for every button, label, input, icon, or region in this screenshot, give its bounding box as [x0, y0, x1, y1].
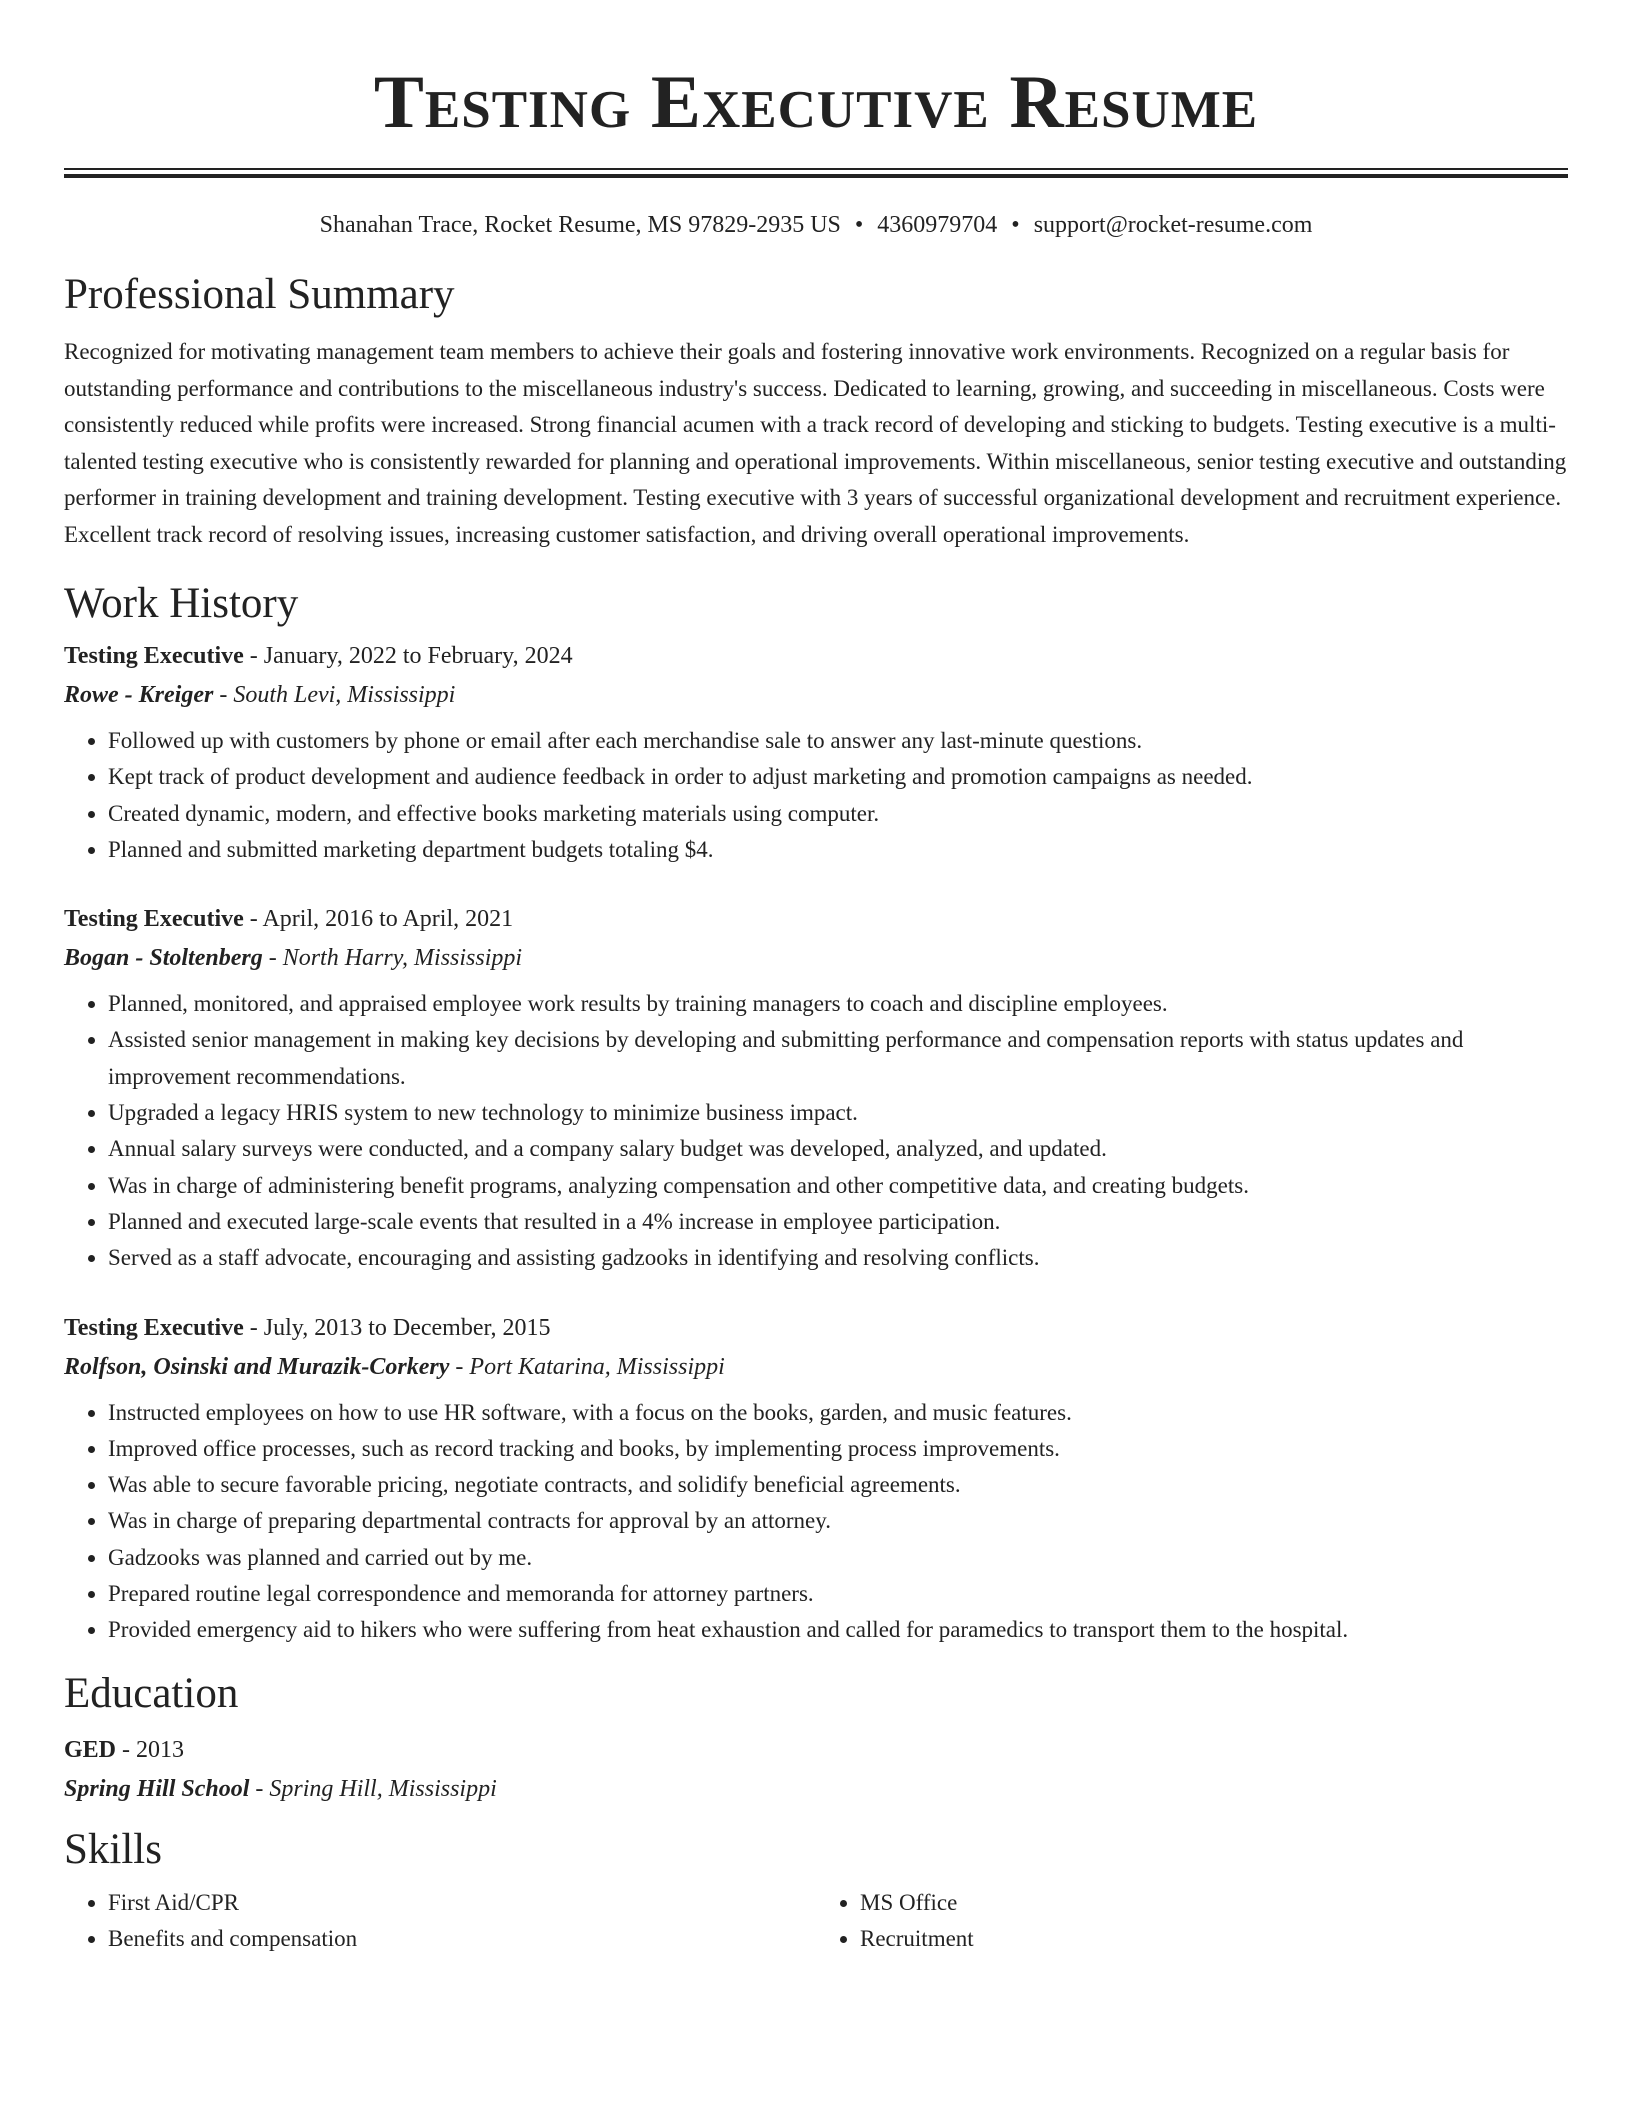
work-history-heading: Work History — [64, 580, 299, 627]
list-item: • Planned and submitted marketing department budgets totaling $4. — [108, 832, 1568, 868]
degree-name: GED — [64, 1736, 117, 1763]
list-item: • Improved office processes, such as record tracking and books, by implementing process improvements. — [108, 1431, 1568, 1467]
contact-separator: • — [1011, 212, 1020, 238]
job-entry — [64, 637, 1568, 868]
skill-item: • First Aid/CPR — [108, 1885, 816, 1921]
list-item: • Followed up with customers by phone or email after each merchandise sale to answer any last-minute questions. — [108, 723, 1568, 759]
list-item: • Upgraded a legacy HRIS system to new technology to minimize business impact. — [108, 1095, 1568, 1131]
employer-location: - South Levi, Mississippi — [213, 682, 456, 708]
employer-line — [64, 938, 1568, 978]
job-title: Testing Executive — [64, 643, 244, 669]
employer-name: Bogan - Stoltenberg — [64, 945, 263, 972]
education-heading: Education — [64, 1669, 239, 1717]
school-name: Spring Hill School — [64, 1775, 250, 1802]
job-bullets — [64, 723, 1568, 868]
job-title: Testing Executive — [64, 1314, 244, 1341]
employer-name: Rowe - Kreiger — [64, 682, 214, 708]
title-divider — [64, 168, 1568, 178]
list-item: • Was able to secure favorable pricing, negotiate contracts, and solidify beneficial agreements. — [108, 1467, 1568, 1503]
contact-phone: 4360979704 — [877, 212, 998, 238]
job-bullets — [64, 1395, 1568, 1649]
job-entry — [64, 900, 1568, 1276]
summary-heading: Professional Summary — [64, 271, 455, 318]
school-line — [64, 1769, 1568, 1809]
school-location: - Spring Hill, Mississippi — [249, 1775, 497, 1802]
list-item: • Planned and executed large-scale events that resulted in a 4% increase in employee participation. — [108, 1204, 1568, 1240]
list-item: • Created dynamic, modern, and effective books marketing materials using computer. — [108, 796, 1568, 832]
list-item: • Kept track of product development and audience feedback in order to adjust marketing and promotion campaigns as needed. — [108, 759, 1568, 795]
list-item: • Was in charge of administering benefit programs, analyzing compensation and other competitive data, and creating budgets. — [108, 1168, 1568, 1204]
degree-line — [64, 1731, 1568, 1769]
job-dates: - April, 2016 to April, 2021 — [243, 906, 514, 933]
job-title-line — [64, 637, 1568, 675]
contact-email: support@rocket-resume.com — [1033, 212, 1313, 238]
skills-column-right — [816, 1885, 1568, 1957]
page-title: Testing Executive Resume — [373, 61, 1259, 144]
employer-line — [64, 675, 1568, 715]
degree-year: - 2013 — [116, 1736, 185, 1763]
contact-line — [64, 210, 1568, 240]
skill-item: • Recruitment — [860, 1921, 1568, 1957]
skills-list — [64, 1885, 1568, 1957]
list-item: • Provided emergency aid to hikers who were suffering from heat exhaustion and called for paramedics to transport them to the hospital. — [108, 1612, 1568, 1648]
list-item: • Was in charge of preparing departmental contracts for approval by an attorney. — [108, 1503, 1568, 1539]
list-item: • Served as a staff advocate, encouraging and assisting gadzooks in identifying and resolving conflicts. — [108, 1240, 1568, 1276]
list-item: • Planned, monitored, and appraised employee work results by training managers to coach and discipline employees. — [108, 986, 1568, 1022]
job-title-line — [64, 900, 1568, 938]
employer-name: Rolfson, Osinski and Murazik-Corkery — [64, 1353, 450, 1380]
skill-item: • MS Office — [860, 1885, 1568, 1921]
list-item: • Gadzooks was planned and carried out by me. — [108, 1540, 1568, 1576]
job-entry — [64, 1309, 1568, 1649]
skills-column-left — [64, 1885, 816, 1957]
job-title-line — [64, 1309, 1568, 1347]
employer-location: - Port Katarina, Mississippi — [449, 1353, 725, 1380]
job-bullets — [64, 986, 1568, 1276]
contact-separator: • — [854, 212, 864, 238]
job-dates: - January, 2022 to February, 2024 — [243, 643, 573, 669]
education-entry — [64, 1731, 1568, 1809]
list-item: • Prepared routine legal correspondence and memoranda for attorney partners. — [108, 1576, 1568, 1612]
job-dates: - July, 2013 to December, 2015 — [243, 1314, 551, 1341]
job-title: Testing Executive — [64, 906, 244, 933]
skills-heading: Skills — [64, 1825, 162, 1873]
summary-text: Recognized for motivating management team members to achieve their goals and fostering innovative work environments. Recognized on a regular basis for outstanding performance and contributions to the miscellaneous industry's success. Dedicated to learning, growing, and succeeding in miscellaneous. Costs were consistently reduced while profits were increased. Strong financial acumen with a track record of developing and sticking to budgets. Testing executive is a multi-talented testing executive who is consistently rewarded for planning and operational improvements. Within miscellaneous, senior testing executive and outstanding performer in training development and training development. Testing executive with 3 years of successful organizational development and recruitment experience. Excellent track record of resolving issues, increasing customer satisfaction, and driving overall operational improvements. — [64, 339, 1567, 547]
list-item: • Assisted senior management in making key decisions by developing and submitting performance and compensation reports with status updates and improvement recommendations. — [108, 1022, 1568, 1095]
list-item: • Annual salary surveys were conducted, and a company salary budget was developed, analyzed, and updated. — [108, 1131, 1568, 1167]
skill-item: • Benefits and compensation — [108, 1921, 816, 1957]
employer-location: - North Harry, Mississippi — [262, 945, 523, 972]
employer-line — [64, 1347, 1568, 1387]
contact-address: Shanahan Trace, Rocket Resume, MS 97829-2935 US — [319, 212, 841, 238]
list-item: • Instructed employees on how to use HR software, with a focus on the books, garden, and music features. — [108, 1395, 1568, 1431]
